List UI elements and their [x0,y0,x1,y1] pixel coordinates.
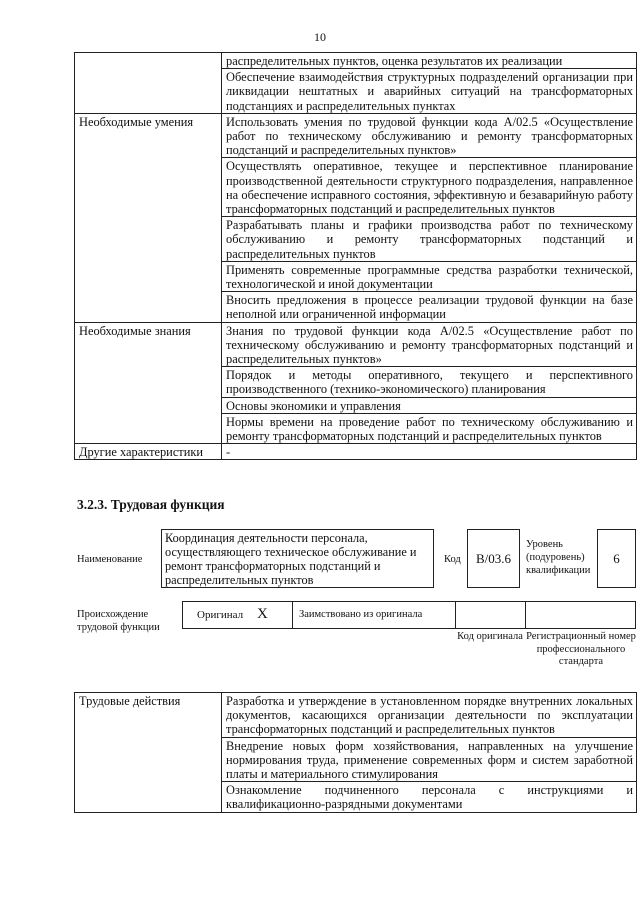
table-cell: Разработка и утверждение в установленном порядке внутренних локальных документов, касающихся организации деятельности по эксплуатации трансформаторных подстанций и распределительных пунктов [222,693,637,738]
requirements-table [74,52,637,460]
table-cell: распределительных пунктов, оценка результатов их реализации [222,53,637,69]
table-cell: Вносить предложения в процессе реализации трудовой функции на базе неполной или ограниченной информации [222,292,637,322]
code-label: Код [444,554,461,565]
table-cell: Знания по трудовой функции кода А/02.5 «Осуществление работ по техническому обслуживанию и ремонту трансформаторных подстанций и распределительных пунктов» [222,322,637,367]
table-row [75,53,637,69]
table-cell: Внедрение новых форм хозяйствования, направленных на улучшение нормирования труда, применение современных форм и систем заработной платы и материального стимулирования [222,737,637,782]
qualification-level-label: Уровень (подуровень) квалификации [526,539,591,576]
reg-number-cell [525,602,637,628]
borrowed-cell [292,602,455,628]
qualification-level: 6 [597,529,636,588]
original-code-caption: Код оригинала [457,631,523,642]
actions-table [74,692,637,813]
table-cell: Разрабатывать планы и графики производства работ по техническому обслуживанию и ремонту трансформаторных подстанций и распределительных пунктов [222,217,637,262]
function-name: Координация деятельности персонала, осуществляющего техническое обслуживание и ремонт трансформаторных подстанций и распределительных пунктов [161,529,434,588]
row-label: Трудовые действия [75,693,222,813]
table-cell: Осуществлять оперативное, текущее и перспективное планирование производственной деятельности структурного подразделения, направленное на обеспечение исправного состояния, эффективную и безаварийную работу трансформаторных подстанций и распределительных пунктов [222,158,637,217]
row-label: Другие характеристики [75,444,222,460]
table-cell: Применять современные программные средства разработки технической, технологической и иной документации [222,261,637,291]
row-label [75,53,222,114]
section-title: 3.2.3. Трудовая функция [77,497,225,512]
reg-number-caption: Регистрационный номер профессионального стандарта [526,631,636,667]
table-cell: Порядок и методы оперативного, текущего и перспективного производственного (технико-экономического) планирования [222,367,637,397]
page-number: 10 [314,30,326,44]
name-label: Наименование [77,554,143,565]
table-cell: Основы экономики и управления [222,397,637,413]
table-row [75,444,637,460]
row-label: Необходимые знания [75,322,222,444]
borrowed-label: Заимствовано из оригинала [299,609,423,620]
table-cell: Использовать умения по трудовой функции кода А/02.5 «Осуществление работ по техническому обслуживанию и ремонту трансформаторных подстанций и распределительных пунктов» [222,113,637,158]
table-cell: Нормы времени на проведение работ по техническому обслуживанию и ремонту трансформаторных подстанций и распределительных пунктов [222,413,637,443]
origin-row [182,601,636,629]
original-code-cell [455,602,525,628]
table-cell: - [222,444,637,460]
table-cell: Ознакомление подчиненного персонала с инструкциями и квалификационно-разрядными документами [222,782,637,812]
original-label: Оригинал [197,609,244,621]
table-row [75,693,637,738]
table-row [75,322,637,367]
origin-label: Происхождение трудовой функции [77,609,160,633]
function-code: В/03.6 [467,529,520,588]
row-label: Необходимые умения [75,113,222,322]
original-mark: X [257,606,268,622]
table-cell: Обеспечение взаимодействия структурных подразделений организации при ликвидации нештатных и аварийных ситуаций на трансформаторных подстанциях и распределительных пунктах [222,69,637,114]
table-row [75,113,637,158]
